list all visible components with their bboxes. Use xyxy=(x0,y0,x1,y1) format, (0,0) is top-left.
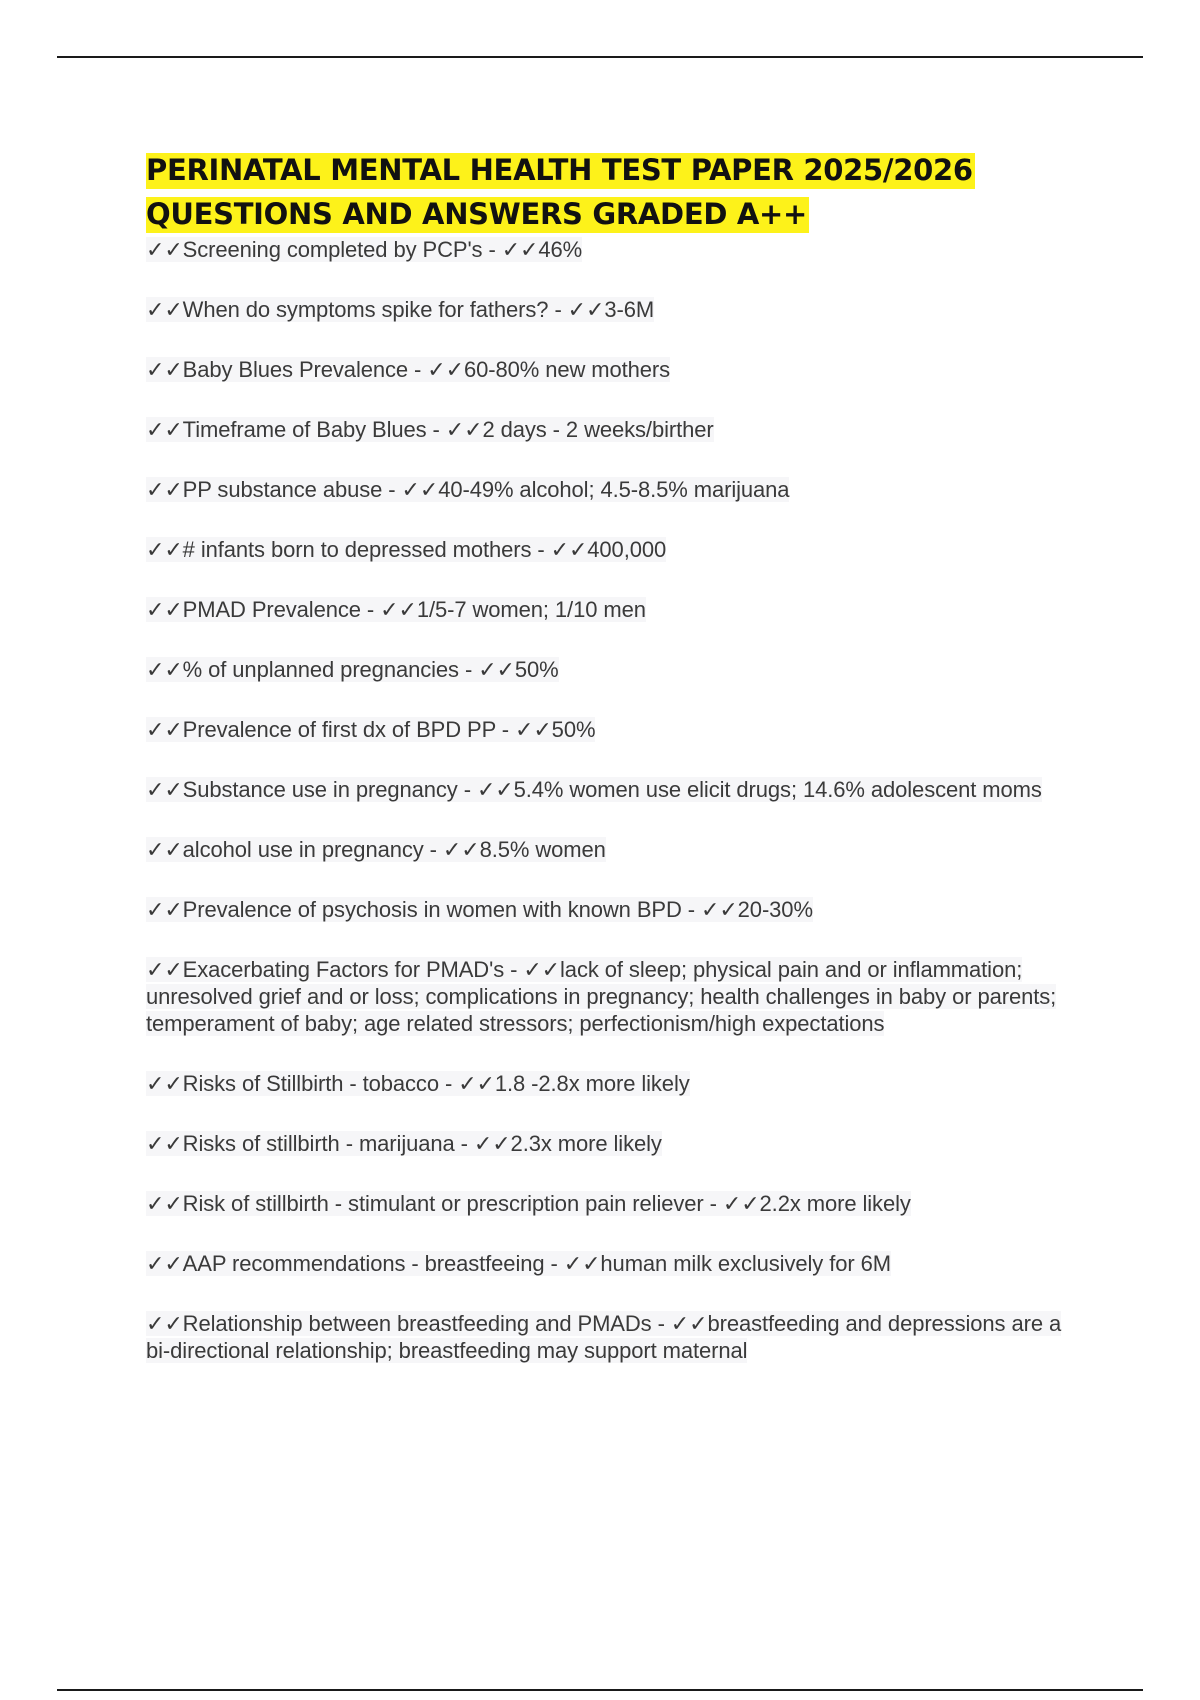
qa-text: ✓✓Risk of stillbirth - stimulant or prescription pain reliever - ✓✓2.2x more likely xyxy=(146,1191,911,1216)
qa-text: ✓✓Risks of Stillbirth - tobacco - ✓✓1.8 -2.8x more likely xyxy=(146,1071,690,1096)
qa-text: ✓✓PP substance abuse - ✓✓40-49% alcohol; 4.5-8.5% marijuana xyxy=(146,477,790,502)
qa-item xyxy=(146,716,1086,743)
qa-item xyxy=(146,236,1086,263)
qa-item xyxy=(146,416,1086,443)
qa-item xyxy=(146,356,1086,383)
document-title xyxy=(146,148,1086,236)
qa-text: ✓✓% of unplanned pregnancies - ✓✓50% xyxy=(146,657,559,682)
bottom-rule xyxy=(57,1689,1143,1691)
qa-item xyxy=(146,596,1086,623)
qa-item xyxy=(146,1310,1086,1364)
qa-item xyxy=(146,836,1086,863)
title-line-2: QUESTIONS AND ANSWERS GRADED A++ xyxy=(146,197,808,231)
qa-text: ✓✓When do symptoms spike for fathers? - ✓✓3-6M xyxy=(146,297,655,322)
qa-text: ✓✓PMAD Prevalence - ✓✓1/5-7 women; 1/10 men xyxy=(146,597,646,622)
qa-text: ✓✓Prevalence of first dx of BPD PP - ✓✓50% xyxy=(146,717,596,742)
qa-text: ✓✓alcohol use in pregnancy - ✓✓8.5% women xyxy=(146,837,606,862)
qa-text: ✓✓Substance use in pregnancy - ✓✓5.4% women use elicit drugs; 14.6% adolescent moms xyxy=(146,777,1042,802)
qa-list xyxy=(146,236,1086,1364)
qa-item xyxy=(146,776,1086,803)
qa-item xyxy=(146,656,1086,683)
qa-item xyxy=(146,476,1086,503)
qa-text: ✓✓Exacerbating Factors for PMAD's - ✓✓lack of sleep; physical pain and or inflammation; unresolved grief and or loss; complications in pregnancy; health challenges in baby or parents; temperament of baby; age related stressors; perfectionism/high expectations xyxy=(146,957,1057,1036)
qa-item xyxy=(146,896,1086,923)
qa-item xyxy=(146,536,1086,563)
document-body xyxy=(146,148,1086,1397)
qa-text: ✓✓AAP recommendations - breastfeeing - ✓✓human milk exclusively for 6M xyxy=(146,1251,891,1276)
qa-text: ✓✓Relationship between breastfeeding and PMADs - ✓✓breastfeeding and depressions are a bi-directional relationship; breastfeeding may support maternal xyxy=(146,1311,1062,1363)
qa-item xyxy=(146,1130,1086,1157)
qa-text: ✓✓Baby Blues Prevalence - ✓✓60-80% new mothers xyxy=(146,357,671,382)
qa-text: ✓✓# infants born to depressed mothers - ✓✓400,000 xyxy=(146,537,667,562)
top-rule xyxy=(57,56,1143,58)
qa-item xyxy=(146,1070,1086,1097)
qa-item xyxy=(146,956,1086,1037)
qa-text: ✓✓Prevalence of psychosis in women with known BPD - ✓✓20-30% xyxy=(146,897,813,922)
qa-item xyxy=(146,1190,1086,1217)
qa-item xyxy=(146,296,1086,323)
title-line-1: PERINATAL MENTAL HEALTH TEST PAPER 2025/2026 xyxy=(146,153,973,187)
qa-text: ✓✓Timeframe of Baby Blues - ✓✓2 days - 2 weeks/birther xyxy=(146,417,714,442)
qa-text: ✓✓Risks of stillbirth - marijuana - ✓✓2.3x more likely xyxy=(146,1131,662,1156)
qa-text: ✓✓Screening completed by PCP's - ✓✓46% xyxy=(146,237,583,262)
qa-item xyxy=(146,1250,1086,1277)
